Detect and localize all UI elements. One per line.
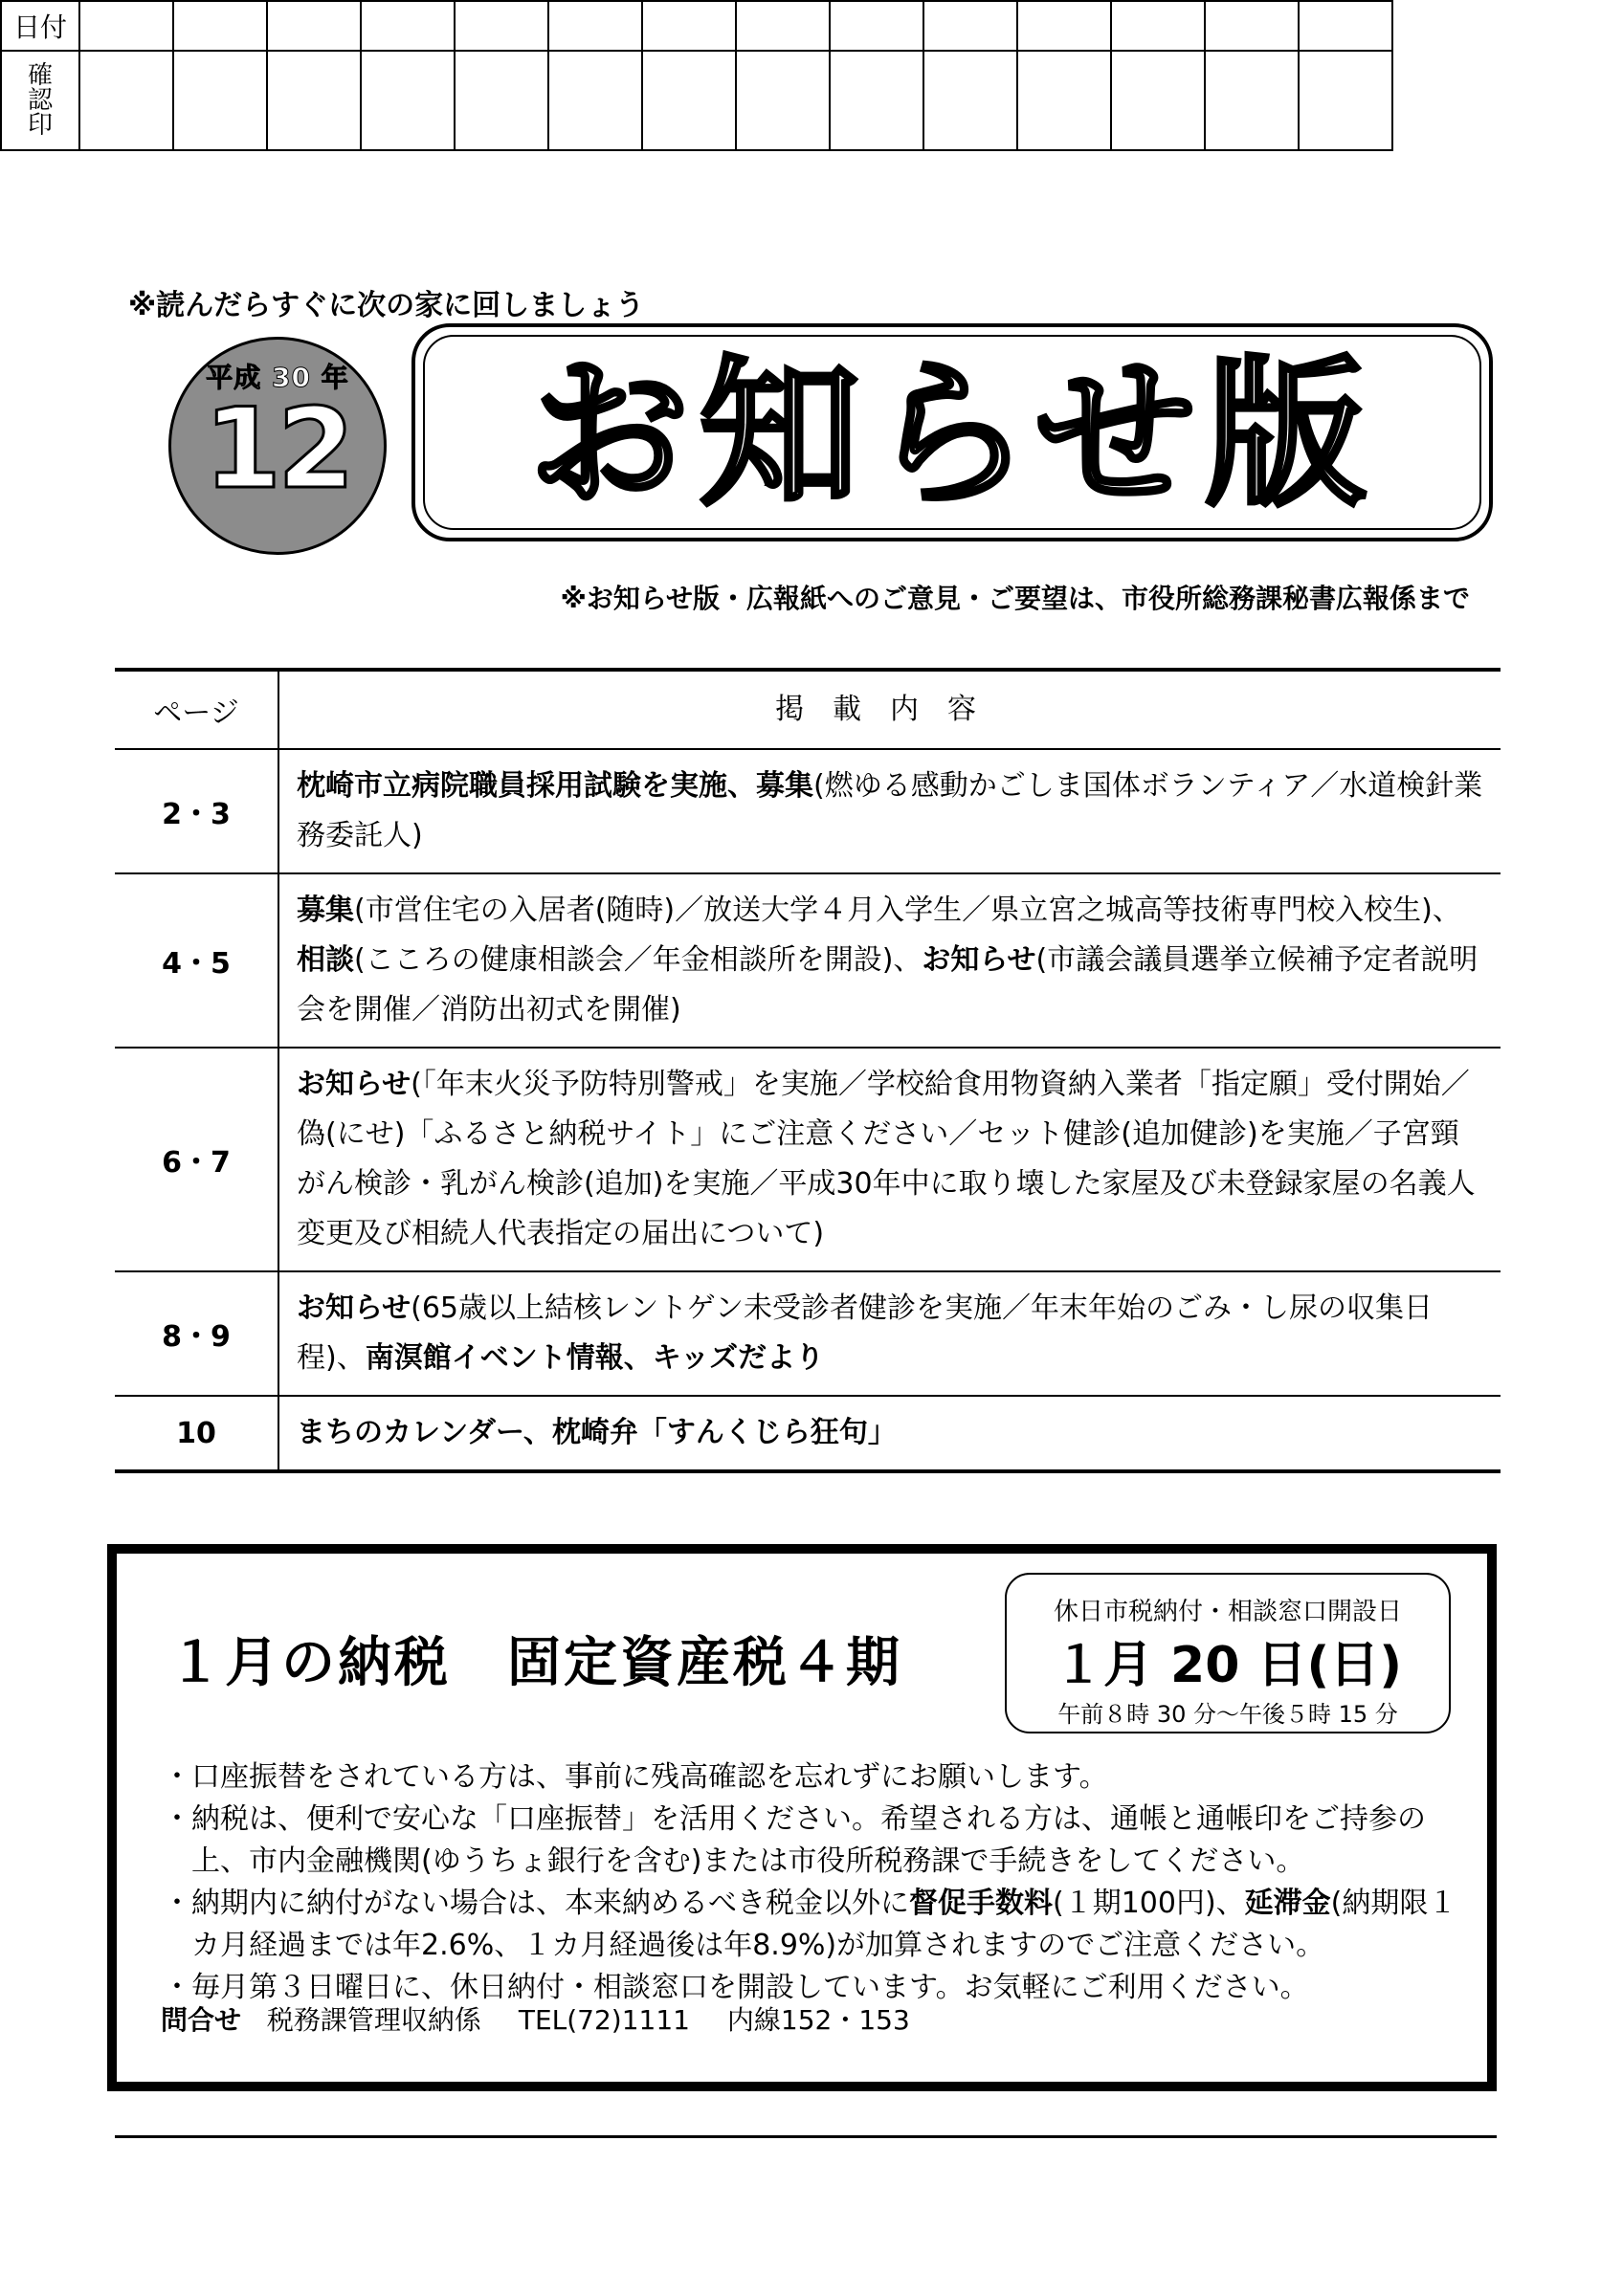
toc-page-number: 6・7 xyxy=(115,1049,279,1270)
toc-page-number: 10 xyxy=(115,1397,279,1469)
text: (市議会議員選挙立候補予定者説明会を開催／消防出初式を開催) xyxy=(297,943,1478,1027)
seal-cell xyxy=(736,51,830,150)
toc-row xyxy=(115,1272,1501,1395)
circulation-table xyxy=(0,0,1393,151)
tax-bullet-list xyxy=(163,1756,1474,2009)
seal-cell xyxy=(923,51,1017,150)
date-row xyxy=(1,1,1392,51)
toc-row xyxy=(115,750,1501,872)
date-cell xyxy=(642,1,736,51)
bold-text: 督促手数料 xyxy=(909,1887,1053,1920)
bold-text: お知らせ xyxy=(922,943,1036,977)
toc-content xyxy=(279,1049,1501,1270)
bold-text: 募集 xyxy=(297,894,354,927)
date-cell xyxy=(361,1,455,51)
seal-cell xyxy=(173,51,267,150)
seal-cell xyxy=(361,51,455,150)
toc-header-row xyxy=(115,672,1501,748)
toc-row xyxy=(115,874,1501,1047)
tax-bullet xyxy=(163,1799,1474,1883)
toc-page-number: 8・9 xyxy=(115,1272,279,1395)
contact-label: 問合せ xyxy=(161,2004,242,2036)
bold-text: 枕崎市立病院職員採用試験を実施、募集 xyxy=(297,769,813,803)
tax-title: １月の納税 固定資産税４期 xyxy=(168,1632,902,1694)
date-cell xyxy=(1299,1,1392,51)
bold-text: お知らせ xyxy=(297,1068,411,1101)
holiday-date: １月 20 日(日) xyxy=(1053,1637,1403,1694)
text: (65歳以上結核レントゲン未受診者健診を実施／年末年始のごみ・し尿の収集日程)、 xyxy=(297,1292,1434,1375)
toc-row xyxy=(115,1397,1501,1469)
toc-header-page: ページ xyxy=(115,672,279,748)
text: (燃ゆる感動かごしま国体ボランティア／水道検針業務委託人) xyxy=(297,769,1483,852)
text: (１期100円)、 xyxy=(1053,1887,1245,1920)
date-cell xyxy=(1205,1,1299,51)
bold-text: まちのカレンダー、枕崎弁「すんくじら狂句」 xyxy=(297,1416,897,1449)
text: (こころの健康相談会／年金相談所を開設)、 xyxy=(354,943,923,977)
tax-bullet xyxy=(163,1756,1474,1799)
title-box xyxy=(411,323,1493,541)
toc-rows xyxy=(115,750,1501,1473)
bottom-rule xyxy=(115,2135,1497,2138)
seal-cell xyxy=(1299,51,1392,150)
toc-content xyxy=(279,874,1501,1047)
date-cell xyxy=(1017,1,1111,51)
holiday-time: 午前８時 30 分～午後５時 15 分 xyxy=(1057,1701,1398,1728)
seal-cell xyxy=(267,51,361,150)
date-cell xyxy=(548,1,642,51)
seal-cell xyxy=(79,51,173,150)
badge-issue-number: 12 xyxy=(204,385,351,514)
seal-cell xyxy=(548,51,642,150)
issue-badge xyxy=(168,337,387,555)
contact-dept: 税務課管理収納係 xyxy=(266,2004,481,2036)
date-cell xyxy=(736,1,830,51)
toc-content xyxy=(279,1272,1501,1395)
holiday-window-box xyxy=(1005,1573,1451,1733)
date-cell xyxy=(267,1,361,51)
text: (「年末火災予防特別警戒」を実施／学校給食用物資納入業者「指定願」受付開始／偽(にせ)「ふるさと納税サイト」にご注意ください／セット健診(追加健診)を実施／子宮頸がん検診・乳がん検診(追加)を実施／平成30年中に取り壊した家屋及び未登録家屋の名義人変更及び相続人代表指定の届出について) xyxy=(297,1068,1476,1250)
bold-text: お知らせ xyxy=(297,1292,411,1325)
contents-table xyxy=(115,668,1501,1473)
seal-cell xyxy=(1111,51,1205,150)
date-cell xyxy=(455,1,548,51)
text: ・納期内に納付がない場合は、本来納めるべき税金以外に xyxy=(163,1887,909,1920)
holiday-label: 休日市税納付・相談窓口開設日 xyxy=(1053,1598,1402,1626)
bold-text: 南溟館イベント情報、キッズだより xyxy=(365,1341,825,1375)
seal-row xyxy=(1,51,1392,150)
opinion-note: ※お知らせ版・広報紙へのご意見・ご要望は、市役所総務課秘書広報係まで xyxy=(560,583,1470,614)
bold-text: 相談 xyxy=(297,943,354,977)
pass-along-note: ※読んだらすぐに次の家に回しましょう xyxy=(128,289,645,322)
contact-tel: TEL(72)1111 xyxy=(518,2004,690,2036)
toc-page-number: 2・3 xyxy=(115,750,279,872)
bold-text: 延滞金 xyxy=(1244,1887,1331,1920)
text: ・納税は、便利で安心な「口座振替」を活用ください。希望される方は、通帳と通帳印をご持参の上、市内金融機関(ゆうちょ銀行を含む)または市役所税務課で手続きをしてください。 xyxy=(163,1802,1426,1878)
text: ・毎月第３日曜日に、休日納付・相談窓口を開設しています。お気軽にご利用ください。 xyxy=(163,1971,1309,2004)
contact-ext: 内線152・153 xyxy=(726,2004,910,2036)
date-cell xyxy=(923,1,1017,51)
seal-cell xyxy=(642,51,736,150)
text: (納期限１カ月経過までは年2.6%、１カ月経過後は年8.9%)が加算されますのでご注意ください。 xyxy=(191,1887,1457,1962)
seal-cell xyxy=(455,51,548,150)
seal-cell xyxy=(1017,51,1111,150)
date-label: 日付 xyxy=(1,1,79,51)
date-cell xyxy=(1111,1,1205,51)
seal-cell xyxy=(1205,51,1299,150)
seal-cell xyxy=(830,51,923,150)
toc-row-rule xyxy=(115,1469,1501,1473)
toc-page-number: 4・5 xyxy=(115,874,279,1047)
text: (市営住宅の入居者(随時)／放送大学４月入学生／県立宮之城高等技術専門校入校生)、 xyxy=(354,894,1461,927)
date-cell xyxy=(173,1,267,51)
badge-era: 平成 30 年 xyxy=(206,362,349,393)
toc-row xyxy=(115,1049,1501,1270)
date-cell xyxy=(830,1,923,51)
seal-label: 確 認 印 xyxy=(1,51,79,150)
tax-contact xyxy=(161,1999,910,2038)
text: ・口座振替をされている方は、事前に残高確認を忘れずにお願いします。 xyxy=(163,1760,1108,1794)
tax-bullet xyxy=(163,1883,1474,1967)
toc-content xyxy=(279,750,1501,872)
toc-content xyxy=(279,1397,1501,1469)
page-title: お知らせ版 xyxy=(528,341,1376,528)
date-cell xyxy=(79,1,173,51)
toc-header-content: 掲載内容 xyxy=(775,693,1005,726)
